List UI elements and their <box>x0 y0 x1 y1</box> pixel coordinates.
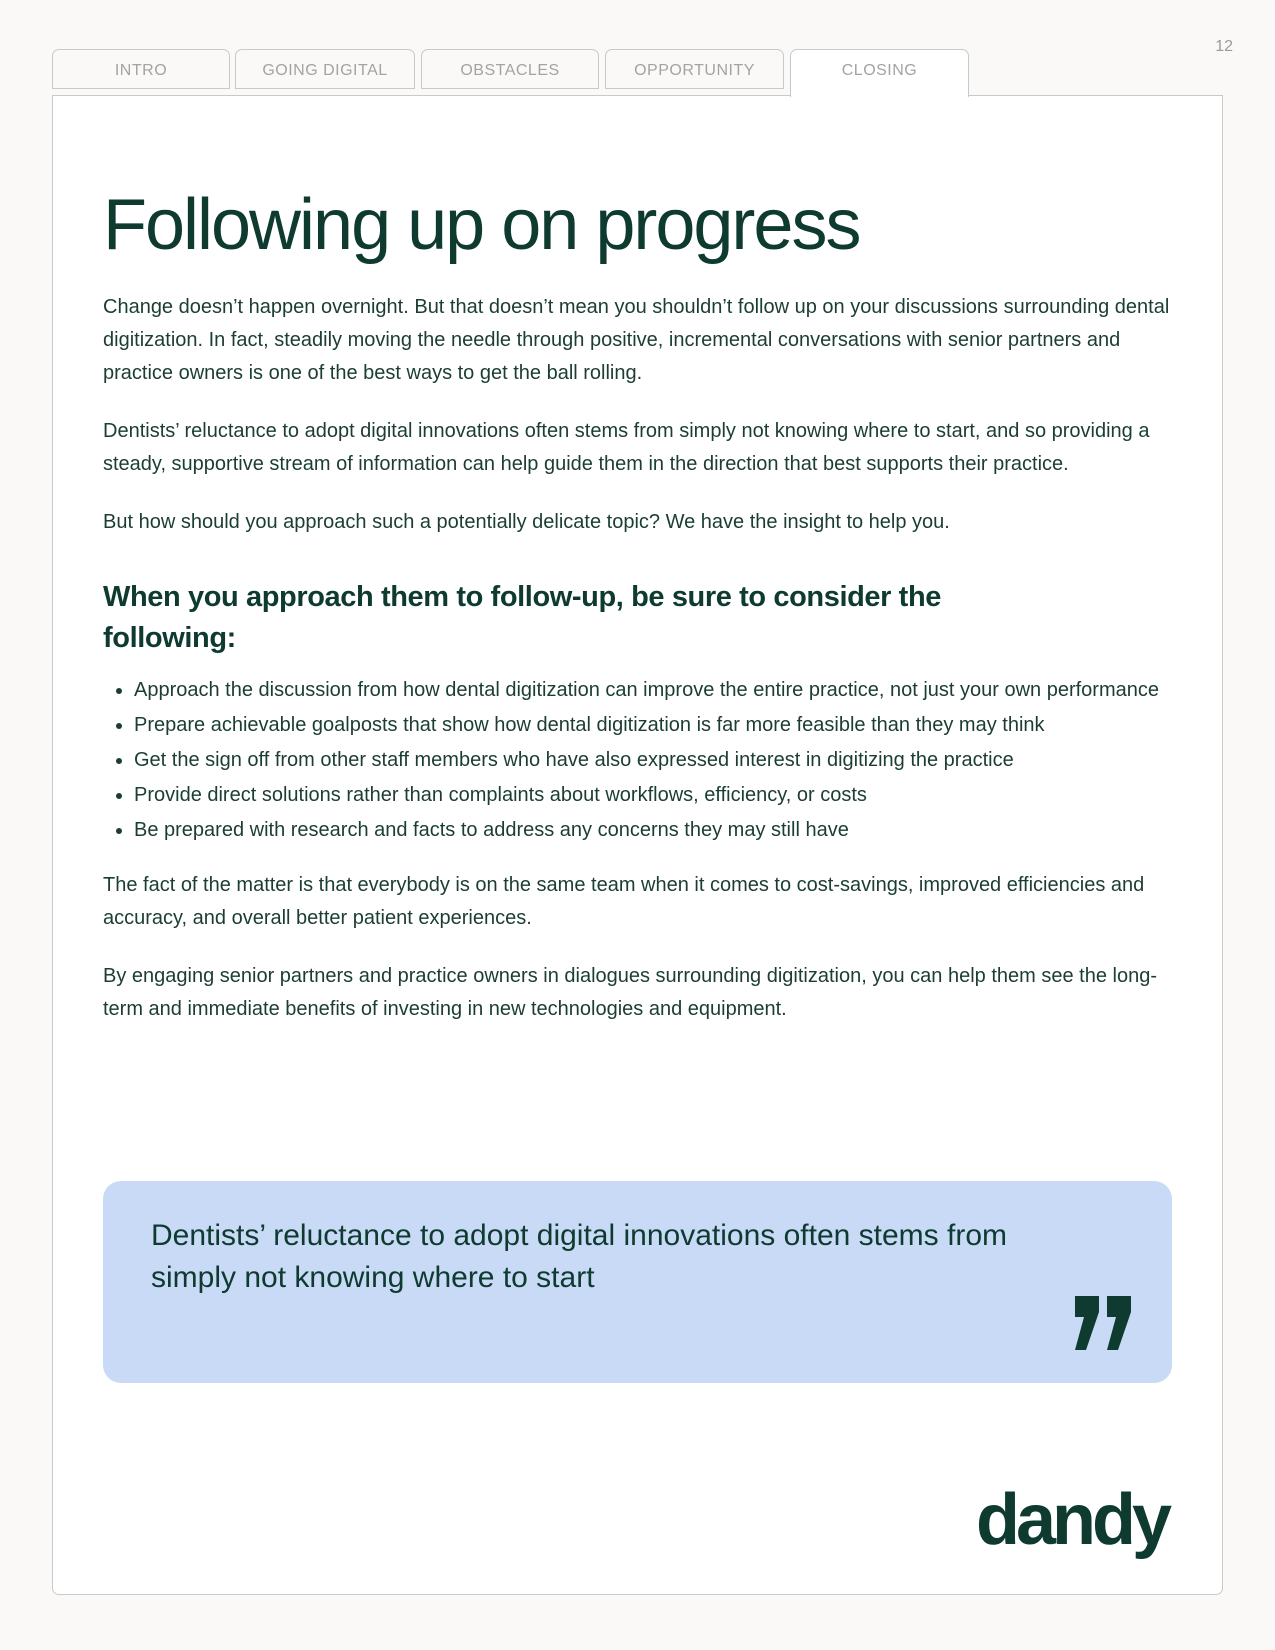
tab-opportunity[interactable]: OPPORTUNITY <box>605 49 784 89</box>
tab-intro[interactable]: INTRO <box>52 49 230 89</box>
article <box>103 181 1173 1026</box>
closing-quote-icon <box>1072 1296 1134 1350</box>
svg-text:dandy: dandy <box>976 1484 1169 1560</box>
closing-paragraph: The fact of the matter is that everybody is on the same team when it comes to cost-savings, improved efficiencies and accuracy, and overall better patient experiences. <box>103 874 1145 929</box>
list-item: • Be prepared with research and facts to address any concerns they may still have <box>134 814 1173 847</box>
page-title: Following up on progress <box>103 185 860 265</box>
intro-paragraph: Dentists’ reluctance to adopt digital innovations often stems from simply not knowing where to start, and so providing a steady, supportive stream of information can help guide them in the direction that best supports their practice. <box>103 420 1150 475</box>
section-tabs <box>52 49 1022 91</box>
list-item: • Get the sign off from other staff members who have also expressed interest in digitizing the practice <box>134 744 1173 777</box>
content-panel <box>52 95 1223 1595</box>
page-number: 12 <box>1215 38 1233 55</box>
intro-paragraph: Change doesn’t happen overnight. But that doesn’t mean you shouldn’t follow up on your discussions surrounding dental digitization. In fact, steadily moving the needle through positive, incremental conversations with senior partners and practice owners is one of the best ways to get the ball rolling. <box>103 296 1170 384</box>
tab-going-digital[interactable]: GOING DIGITAL <box>235 49 415 89</box>
tab-obstacles[interactable]: OBSTACLES <box>421 49 599 89</box>
list-item: • Prepare achievable goalposts that show how dental digitization is far more feasible than they may think <box>134 709 1173 742</box>
list-item: • Approach the discussion from how dental digitization can improve the entire practice, not just your own performance <box>134 674 1173 707</box>
tab-closing[interactable]: CLOSING <box>790 49 969 97</box>
section-heading: When you approach them to follow-up, be sure to consider the following: <box>103 581 941 654</box>
intro-paragraph: But how should you approach such a potentially delicate topic? We have the insight to help you. <box>103 511 950 533</box>
consideration-list <box>103 674 1173 847</box>
dandy-logo <box>976 1484 1186 1574</box>
list-item: • Provide direct solutions rather than complaints about workflows, efficiency, or costs <box>134 779 1173 812</box>
pull-quote <box>103 1181 1172 1383</box>
closing-paragraph: By engaging senior partners and practice owners in dialogues surrounding digitization, you can help them see the long-term and immediate benefits of investing in new technologies and equipment. <box>103 965 1157 1020</box>
pull-quote-text: Dentists’ reluctance to adopt digital innovations often stems from simply not knowing where to start <box>151 1219 1007 1294</box>
